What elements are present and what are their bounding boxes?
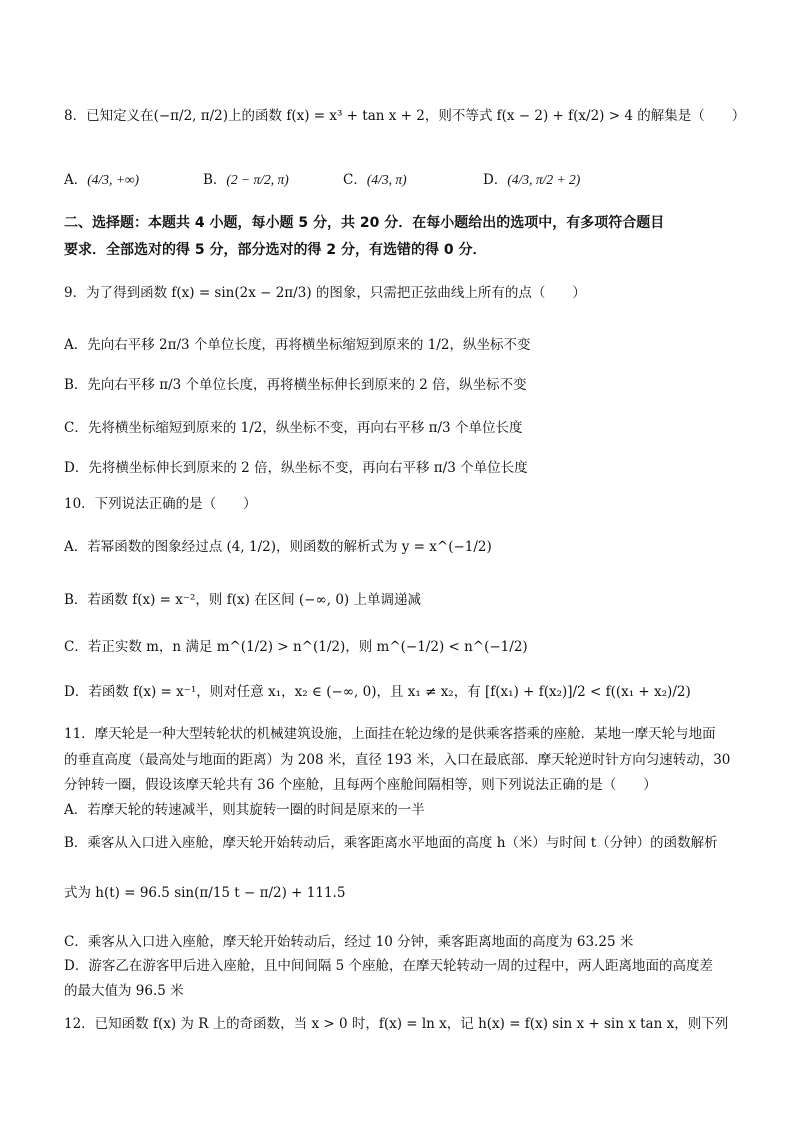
- section-2-heading-line-1: 二、选择题：本题共 4 小题，每小题 5 分，共 20 分．在每小题给出的选项中，有多项符合题目: [64, 215, 665, 231]
- question-10-option-d: D．若函数 f(x) = x⁻¹，则对任意 x₁，x₂ ∈ (−∞, 0)，且 x₁ ≠ x₂，有 [f(x₁) + f(x₂)]/2 < f((x₁ + x₂)/2): [64, 684, 691, 700]
- question-9-option-b: B．先向右平移 π/3 个单位长度，再将横坐标伸长到原来的 2 倍，纵坐标不变: [64, 377, 527, 393]
- question-11-stem-line-1: 11．摩天轮是一种大型转轮状的机械建筑设施，上面挂在轮边缘的是供乘客搭乘的座舱．某地一摩天轮与地面: [64, 726, 716, 742]
- question-8-option-a: [64, 170, 139, 190]
- question-8-option-c: [343, 170, 407, 190]
- option-label: C．: [343, 172, 367, 188]
- section-2-heading-line-2: 要求．全部选对的得 5 分，部分选对的得 2 分，有选错的得 0 分．: [64, 242, 487, 258]
- question-8-option-d: [483, 170, 580, 190]
- option-label: B．: [203, 172, 227, 188]
- option-label: A．: [64, 172, 88, 188]
- question-10-stem: 10．下列说法正确的是（ ）: [64, 496, 257, 512]
- option-text: (4/3, π): [366, 172, 407, 187]
- option-label: D．: [483, 172, 508, 188]
- question-8-option-b: [203, 170, 289, 190]
- question-8-stem: 8．已知定义在(−π/2, π/2)上的函数 f(x) = x³ + tan x + 2，则不等式 f(x − 2) + f(x/2) > 4 的解集是（ ）: [64, 108, 746, 124]
- question-11-option-d-line-2: 的最大值为 96.5 米: [64, 983, 184, 999]
- option-text: (2 − π/2, π): [226, 172, 289, 187]
- question-11-option-d-line-1: D．游客乙在游客甲后进入座舱，且中间间隔 5 个座舱，在摩天轮转动一周的过程中，两人距离地面的高度差: [64, 958, 713, 974]
- question-9-option-c: C．先将横坐标缩短到原来的 1/2，纵坐标不变，再向右平移 π/3 个单位长度: [64, 420, 523, 436]
- option-text: (4/3, +∞): [87, 172, 139, 187]
- question-11-option-b-line-1: B．乘客从入口进入座舱，摩天轮开始转动后，乘客距离水平地面的高度 h（米）与时间 t（分钟）的函数解析: [64, 835, 718, 851]
- question-10-option-b: B．若函数 f(x) = x⁻²，则 f(x) 在区间 (−∞, 0) 上单调递减: [64, 592, 421, 608]
- question-11-option-a: A．若摩天轮的转速减半，则其旋转一圈的时间是原来的一半: [64, 802, 425, 818]
- question-11-stem-line-3: 分钟转一圈，假设该摩天轮共有 36 个座舱，且每两个座舱间隔相等，则下列说法正确的是（ ）: [64, 777, 657, 793]
- question-11-option-b-line-2: 式为 h(t) = 96.5 sin(π/15 t − π/2) + 111.5: [64, 885, 346, 901]
- question-9-stem: 9．为了得到函数 f(x) = sin(2x − 2π/3) 的图象，只需把正弦曲线上所有的点（ ）: [64, 285, 586, 301]
- question-10-option-c: C．若正实数 m，n 满足 m^(1/2) > n^(1/2)，则 m^(−1/2) < n^(−1/2): [64, 639, 528, 655]
- question-10-option-a: A．若幂函数的图象经过点 (4, 1/2)，则函数的解析式为 y = x^(−1/2): [64, 539, 492, 555]
- question-11-stem-line-2: 的垂直高度（最高处与地面的距离）为 208 米，直径 193 米，入口在最底部．摩天轮逆时针方向匀速转动，30: [64, 752, 731, 768]
- question-9-option-a: A．先向右平移 2π/3 个单位长度，再将横坐标缩短到原来的 1/2，纵坐标不变: [64, 337, 531, 353]
- question-9-option-d: D．先将横坐标伸长到原来的 2 倍，纵坐标不变，再向右平移 π/3 个单位长度: [64, 460, 528, 476]
- question-11-option-c: C．乘客从入口进入座舱，摩天轮开始转动后，经过 10 分钟，乘客距离地面的高度为 63.25 米: [64, 934, 634, 950]
- option-text: (4/3, π/2 + 2): [507, 172, 581, 187]
- question-12-stem: 12．已知函数 f(x) 为 R 上的奇函数，当 x > 0 时，f(x) = ln x，记 h(x) = f(x) sin x + sin x tan x，则下列: [64, 1016, 729, 1032]
